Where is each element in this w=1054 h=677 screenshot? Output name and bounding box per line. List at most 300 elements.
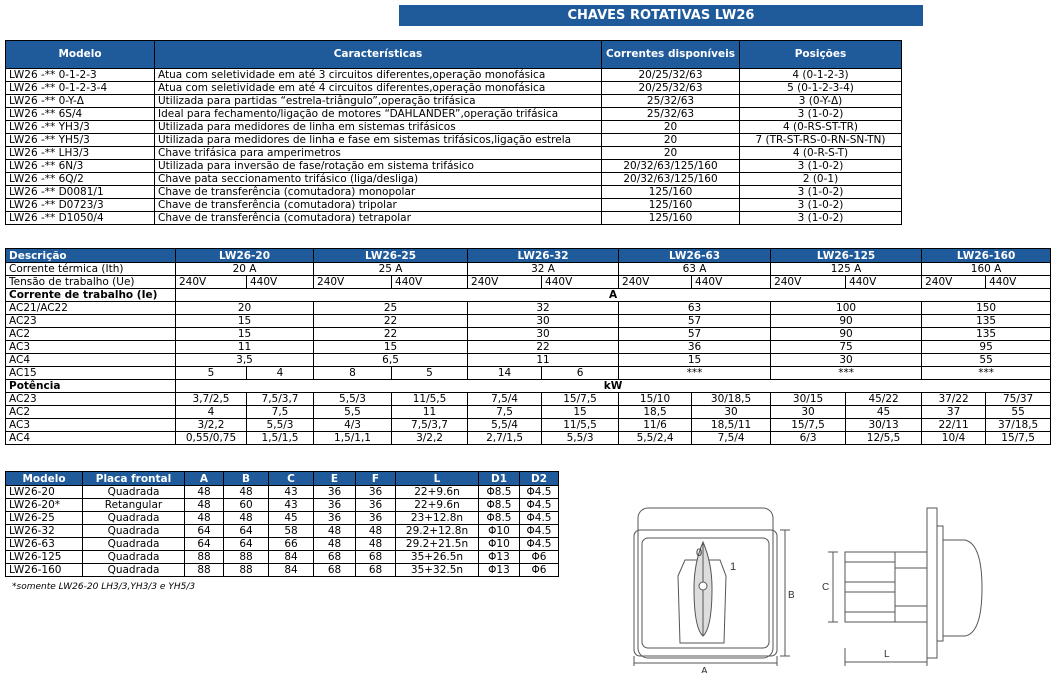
dim-cell: LW26-25: [6, 512, 83, 525]
value-cell: 36: [619, 341, 771, 354]
ith-cell: 20 A: [176, 263, 314, 276]
value-cell: 6/3: [771, 432, 846, 445]
header-model: LW26-160: [922, 249, 1051, 263]
dim-cell: Quadrada: [83, 486, 185, 499]
table-row: [6, 82, 902, 95]
current-cell: 20/25/32/63: [602, 82, 740, 95]
table-row: [6, 276, 1051, 289]
dim-cell: 35+26.5n: [396, 551, 479, 564]
table-row: [6, 302, 1051, 315]
dim-cell: 88: [185, 564, 224, 577]
dim-cell: 43: [269, 486, 314, 499]
value-cell: 4: [176, 406, 247, 419]
unit-cell: kW: [176, 380, 1051, 393]
dim-cell: LW26-63: [6, 538, 83, 551]
dim-header: D2: [520, 472, 559, 486]
value-cell: 37/22: [922, 393, 986, 406]
ith-cell: 63 A: [619, 263, 771, 276]
dim-cell: 29.2+21.5n: [396, 538, 479, 551]
switch-dimension-drawing: [620, 468, 1050, 673]
table-row: [6, 186, 902, 199]
dim-cell: 48: [185, 512, 224, 525]
dim-cell: Quadrada: [83, 538, 185, 551]
dim-cell: Quadrada: [83, 525, 185, 538]
value-cell: 100: [771, 302, 922, 315]
value-cell: 57: [619, 315, 771, 328]
dim-cell: 48: [224, 486, 269, 499]
dim-cell: Φ10: [479, 525, 520, 538]
positions-cell: 3 (1-0-2): [740, 108, 902, 121]
row-label: AC23: [6, 393, 176, 406]
models-table: [5, 40, 902, 225]
value-cell: 12/5,5: [846, 432, 922, 445]
value-cell: 5: [176, 367, 247, 380]
value-cell: 7,5: [468, 406, 542, 419]
dim-cell: 88: [224, 564, 269, 577]
table-row: [6, 551, 559, 564]
value-cell: 5: [392, 367, 468, 380]
ue-cell: 440V: [247, 276, 314, 289]
value-cell: 75/37: [986, 393, 1051, 406]
dim-cell: 68: [314, 551, 356, 564]
dim-cell: 48: [224, 512, 269, 525]
description-cell: Chave pata seccionamento trifásico (liga/desliga): [155, 173, 602, 186]
value-cell: 15: [542, 406, 619, 419]
positions-cell: 4 (0-RS-ST-TR): [740, 121, 902, 134]
dim-cell: Retangular: [83, 499, 185, 512]
description-cell: Utilizada para partidas “estrela-triângulo”,operação trifásica: [155, 95, 602, 108]
value-cell: 18,5: [619, 406, 692, 419]
dim-cell: LW26-160: [6, 564, 83, 577]
header-posicoes: Posições: [740, 41, 902, 69]
description-cell: Atua com seletividade em até 4 circuitos diferentes,operação monofásica: [155, 82, 602, 95]
value-cell: 8: [314, 367, 392, 380]
value-cell: 30: [468, 315, 619, 328]
dim-cell: 36: [356, 499, 396, 512]
description-cell: Utilizada para medidores de linha em sistemas trifásicos: [155, 121, 602, 134]
value-cell: 90: [771, 315, 922, 328]
table-row: [6, 134, 902, 147]
model-cell: LW26 -** YH5/3: [6, 134, 155, 147]
table-row: [6, 499, 559, 512]
value-cell: 11/5,5: [392, 393, 468, 406]
dim-cell: Φ4.5: [520, 538, 559, 551]
positions-cell: 3 (1-0-2): [740, 212, 902, 225]
ue-cell: 440V: [692, 276, 771, 289]
front-mark-0: 0: [696, 547, 703, 559]
dim-cell: 22+9.6n: [396, 486, 479, 499]
ue-cell: 440V: [846, 276, 922, 289]
row-label: AC4: [6, 432, 176, 445]
dim-cell: Φ4.5: [520, 486, 559, 499]
current-cell: 20: [602, 147, 740, 160]
table-row: [6, 147, 902, 160]
value-cell: 45: [846, 406, 922, 419]
front-mark-1: 1: [730, 561, 737, 573]
row-label: AC21/AC22: [6, 302, 176, 315]
page-title: CHAVES ROTATIVAS LW26: [399, 5, 923, 26]
current-cell: 20: [602, 134, 740, 147]
dim-cell: 68: [314, 564, 356, 577]
value-cell: 90: [771, 328, 922, 341]
ith-cell: 25 A: [314, 263, 468, 276]
row-label: AC3: [6, 419, 176, 432]
model-cell: LW26 -** 6Q/2: [6, 173, 155, 186]
ue-cell: 440V: [986, 276, 1051, 289]
table-row: [6, 315, 1051, 328]
table-row: [6, 69, 902, 82]
value-cell: 37/18,5: [986, 419, 1051, 432]
dim-cell: 84: [269, 551, 314, 564]
value-cell: 63: [619, 302, 771, 315]
value-cell: 5,5: [314, 406, 392, 419]
dim-cell: Quadrada: [83, 564, 185, 577]
value-cell: 30/13: [846, 419, 922, 432]
table-row: [6, 525, 559, 538]
row-label: AC3: [6, 341, 176, 354]
dim-header: Modelo: [6, 472, 83, 486]
side-plate: [927, 508, 937, 658]
table-row: [6, 289, 1051, 302]
table-row: [6, 121, 902, 134]
model-cell: LW26 -** 6S/4: [6, 108, 155, 121]
dim-cell: 64: [224, 525, 269, 538]
knob-center: [699, 582, 707, 590]
dim-cell: 36: [314, 512, 356, 525]
dim-cell: Φ8.5: [479, 486, 520, 499]
dim-cell: 64: [185, 538, 224, 551]
dim-cell: 48: [314, 525, 356, 538]
dim-cell: Φ10: [479, 538, 520, 551]
ue-cell: 440V: [542, 276, 619, 289]
model-cell: LW26 -** D0081/1: [6, 186, 155, 199]
value-cell: 3,7/2,5: [176, 393, 247, 406]
value-cell: 4/3: [314, 419, 392, 432]
value-cell: 15/7,5: [771, 419, 846, 432]
footnote: *somente LW26-20 LH3/3,YH3/3 e YH5/3: [12, 582, 196, 592]
model-cell: LW26 -** D0723/3: [6, 199, 155, 212]
dim-l-label: L: [884, 649, 890, 660]
value-cell: 15/7,5: [986, 432, 1051, 445]
value-cell: 37: [922, 406, 986, 419]
description-cell: Ideal para fechamento/ligação de motores “DAHLANDER”,operação trifásica: [155, 108, 602, 121]
value-cell: 6: [542, 367, 619, 380]
value-cell: 32: [468, 302, 619, 315]
value-cell: 30/15: [771, 393, 846, 406]
dim-cell: 68: [356, 564, 396, 577]
value-cell: 22/11: [922, 419, 986, 432]
table-row: [6, 367, 1051, 380]
value-cell: 7,5/3,7: [392, 419, 468, 432]
value-cell: 150: [922, 302, 1051, 315]
dim-header: D1: [479, 472, 520, 486]
value-cell: 11: [176, 341, 314, 354]
value-cell: 5,5/4: [468, 419, 542, 432]
description-cell: Utilizada para inversão de fase/rotação em sistema trifásico: [155, 160, 602, 173]
value-cell: 15: [176, 315, 314, 328]
dim-header: L: [396, 472, 479, 486]
value-cell: 57: [619, 328, 771, 341]
value-cell: 0,55/0,75: [176, 432, 247, 445]
table-row: [6, 432, 1051, 445]
dim-cell: Φ4.5: [520, 499, 559, 512]
value-cell: 15: [314, 341, 468, 354]
dim-cell: 23+12.8n: [396, 512, 479, 525]
description-cell: Chave de transferência (comutadora) monopolar: [155, 186, 602, 199]
value-cell: 10/4: [922, 432, 986, 445]
current-cell: 25/32/63: [602, 108, 740, 121]
positions-cell: 3 (1-0-2): [740, 199, 902, 212]
value-cell: 30: [771, 406, 846, 419]
dim-cell: 29.2+12.8n: [396, 525, 479, 538]
dim-cell: 45: [269, 512, 314, 525]
dim-cell: Φ4.5: [520, 512, 559, 525]
value-cell: 30: [692, 406, 771, 419]
table-row: [6, 538, 559, 551]
ith-cell: 160 A: [922, 263, 1051, 276]
value-cell: 3,5: [176, 354, 314, 367]
section-label: Potência: [6, 380, 176, 393]
ue-cell: 240V: [922, 276, 986, 289]
dim-cell: 22+9.6n: [396, 499, 479, 512]
table-row: [6, 212, 902, 225]
dim-a-label: A: [701, 666, 708, 673]
table-row: [6, 512, 559, 525]
value-cell: 55: [986, 406, 1051, 419]
header-model: LW26-125: [771, 249, 922, 263]
positions-cell: 2 (0-1): [740, 173, 902, 186]
dim-cell: 48: [185, 486, 224, 499]
positions-cell: 5 (0-1-2-3-4): [740, 82, 902, 95]
table-row: [6, 199, 902, 212]
row-label: AC4: [6, 354, 176, 367]
table-row: [6, 263, 1051, 276]
header-modelo: Modelo: [6, 41, 155, 69]
table-row: [6, 419, 1051, 432]
specs-header-row: [6, 249, 1051, 263]
model-cell: LW26 -** 6N/3: [6, 160, 155, 173]
value-cell: 75: [771, 341, 922, 354]
dim-header: E: [314, 472, 356, 486]
dim-cell: LW26-20*: [6, 499, 83, 512]
model-cell: LW26 -** 0-1-2-3-4: [6, 82, 155, 95]
model-cell: LW26 -** YH3/3: [6, 121, 155, 134]
header-descricao: Descrição: [6, 249, 176, 263]
dim-cell: 35+32.5n: [396, 564, 479, 577]
positions-cell: 3 (1-0-2): [740, 186, 902, 199]
value-cell: 2,7/1,5: [468, 432, 542, 445]
positions-cell: 7 (TR-ST-RS-0-RN-SN-TN): [740, 134, 902, 147]
description-cell: Atua com seletividade em até 3 circuitos diferentes,operação monofásica: [155, 69, 602, 82]
dim-cell: 48: [356, 525, 396, 538]
header-model: LW26-63: [619, 249, 771, 263]
table-row: [6, 354, 1051, 367]
current-cell: 25/32/63: [602, 95, 740, 108]
value-cell: 18,5/11: [692, 419, 771, 432]
value-cell: 4: [247, 367, 314, 380]
table-row: [6, 95, 902, 108]
table-row: [6, 564, 559, 577]
dim-cell: Φ8.5: [479, 512, 520, 525]
row-label: AC15: [6, 367, 176, 380]
dim-cell: 84: [269, 564, 314, 577]
value-cell: 5,5/3: [542, 432, 619, 445]
dim-cell: 36: [356, 512, 396, 525]
table-row: [6, 380, 1051, 393]
value-cell: 7,5/4: [692, 432, 771, 445]
dim-cell: Φ13: [479, 551, 520, 564]
description-cell: Chave de transferência (comutadora) tetrapolar: [155, 212, 602, 225]
value-cell: 7,5/3,7: [247, 393, 314, 406]
value-cell: 95: [922, 341, 1051, 354]
dim-cell: 48: [314, 538, 356, 551]
value-cell: 6,5: [314, 354, 468, 367]
value-cell: 135: [922, 315, 1051, 328]
dim-header: B: [224, 472, 269, 486]
dim-cell: 68: [356, 551, 396, 564]
table-row: [6, 406, 1051, 419]
value-cell: 22: [468, 341, 619, 354]
description-cell: Chave trifásica para amperimetros: [155, 147, 602, 160]
dim-cell: 66: [269, 538, 314, 551]
dimensions-table: [5, 471, 559, 577]
row-label: Tensão de trabalho (Ue): [6, 276, 176, 289]
dim-cell: 36: [356, 486, 396, 499]
current-cell: 125/160: [602, 212, 740, 225]
value-cell: 3/2,2: [392, 432, 468, 445]
dim-cell: 64: [185, 525, 224, 538]
model-cell: LW26 -** 0-Y-Δ: [6, 95, 155, 108]
row-label: AC2: [6, 406, 176, 419]
header-model: LW26-25: [314, 249, 468, 263]
value-cell: ***: [922, 367, 1051, 380]
dim-cell: LW26-20: [6, 486, 83, 499]
dim-cell: Φ6: [520, 551, 559, 564]
positions-cell: 3 (0-Y-Δ): [740, 95, 902, 108]
dim-cell: 48: [185, 499, 224, 512]
value-cell: ***: [619, 367, 771, 380]
model-cell: LW26 -** D1050/4: [6, 212, 155, 225]
current-cell: 125/160: [602, 199, 740, 212]
ith-cell: 32 A: [468, 263, 619, 276]
dimensions-table-header: [6, 472, 559, 486]
header-correntes: Correntes disponíveis: [602, 41, 740, 69]
models-table-header: [6, 41, 902, 69]
ue-cell: 240V: [771, 276, 846, 289]
table-row: [6, 160, 902, 173]
row-label: AC23: [6, 315, 176, 328]
header-caracteristicas: Características: [155, 41, 602, 69]
value-cell: 7,5: [247, 406, 314, 419]
table-row: [6, 393, 1051, 406]
value-cell: 3/2,2: [176, 419, 247, 432]
value-cell: 5,5/2,4: [619, 432, 692, 445]
dim-header: Placa frontal: [83, 472, 185, 486]
model-cell: LW26 -** 0-1-2-3: [6, 69, 155, 82]
dim-cell: Quadrada: [83, 551, 185, 564]
model-cell: LW26 -** LH3/3: [6, 147, 155, 160]
value-cell: 1,5/1,5: [247, 432, 314, 445]
value-cell: 30: [468, 328, 619, 341]
dim-header: F: [356, 472, 396, 486]
description-cell: Chave de transferência (comutadora) tripolar: [155, 199, 602, 212]
unit-cell: A: [176, 289, 1051, 302]
specs-table: [5, 248, 1051, 445]
dim-cell: 88: [224, 551, 269, 564]
positions-cell: 4 (0-R-S-T): [740, 147, 902, 160]
positions-cell: 3 (1-0-2): [740, 160, 902, 173]
dim-cell: Quadrada: [83, 512, 185, 525]
positions-cell: 4 (0-1-2-3): [740, 69, 902, 82]
side-knob: [943, 540, 982, 636]
value-cell: 11: [392, 406, 468, 419]
dim-cell: 58: [269, 525, 314, 538]
section-label: Corrente de trabalho (Ie): [6, 289, 176, 302]
dim-cell: 36: [314, 486, 356, 499]
value-cell: 15/10: [619, 393, 692, 406]
dim-c-label: C: [822, 582, 830, 593]
dim-cell: Φ6: [520, 564, 559, 577]
description-cell: Utilizada para medidores de linha e fase em sistemas trifásicos,ligação estrela: [155, 134, 602, 147]
dim-cell: LW26-32: [6, 525, 83, 538]
dim-header: A: [185, 472, 224, 486]
row-label: AC2: [6, 328, 176, 341]
value-cell: 5,5/3: [247, 419, 314, 432]
table-row: [6, 328, 1051, 341]
value-cell: ***: [771, 367, 922, 380]
current-cell: 20/25/32/63: [602, 69, 740, 82]
value-cell: 11/6: [619, 419, 692, 432]
value-cell: 15: [176, 328, 314, 341]
current-cell: 20/32/63/125/160: [602, 173, 740, 186]
value-cell: 135: [922, 328, 1051, 341]
value-cell: 22: [314, 315, 468, 328]
current-cell: 125/160: [602, 186, 740, 199]
dim-cell: 48: [356, 538, 396, 551]
dim-cell: 88: [185, 551, 224, 564]
dim-cell: 43: [269, 499, 314, 512]
value-cell: 14: [468, 367, 542, 380]
value-cell: 55: [922, 354, 1051, 367]
ue-cell: 240V: [468, 276, 542, 289]
value-cell: 11: [468, 354, 619, 367]
value-cell: 7,5/4: [468, 393, 542, 406]
table-row: [6, 108, 902, 121]
current-cell: 20: [602, 121, 740, 134]
dim-cell: 60: [224, 499, 269, 512]
value-cell: 20: [176, 302, 314, 315]
dim-cell: 36: [314, 499, 356, 512]
value-cell: 1,5/1,1: [314, 432, 392, 445]
dim-cell: LW26-125: [6, 551, 83, 564]
header-model: LW26-32: [468, 249, 619, 263]
value-cell: 45/22: [846, 393, 922, 406]
header-model: LW26-20: [176, 249, 314, 263]
row-label: Corrente térmica (Ith): [6, 263, 176, 276]
dim-b-label: B: [788, 590, 795, 601]
value-cell: 30: [771, 354, 922, 367]
dim-cell: 64: [224, 538, 269, 551]
value-cell: 15/7,5: [542, 393, 619, 406]
ue-cell: 240V: [619, 276, 692, 289]
value-cell: 11/5,5: [542, 419, 619, 432]
ith-cell: 125 A: [771, 263, 922, 276]
ue-cell: 440V: [392, 276, 468, 289]
ue-cell: 240V: [176, 276, 247, 289]
value-cell: 25: [314, 302, 468, 315]
ue-cell: 240V: [314, 276, 392, 289]
value-cell: 22: [314, 328, 468, 341]
